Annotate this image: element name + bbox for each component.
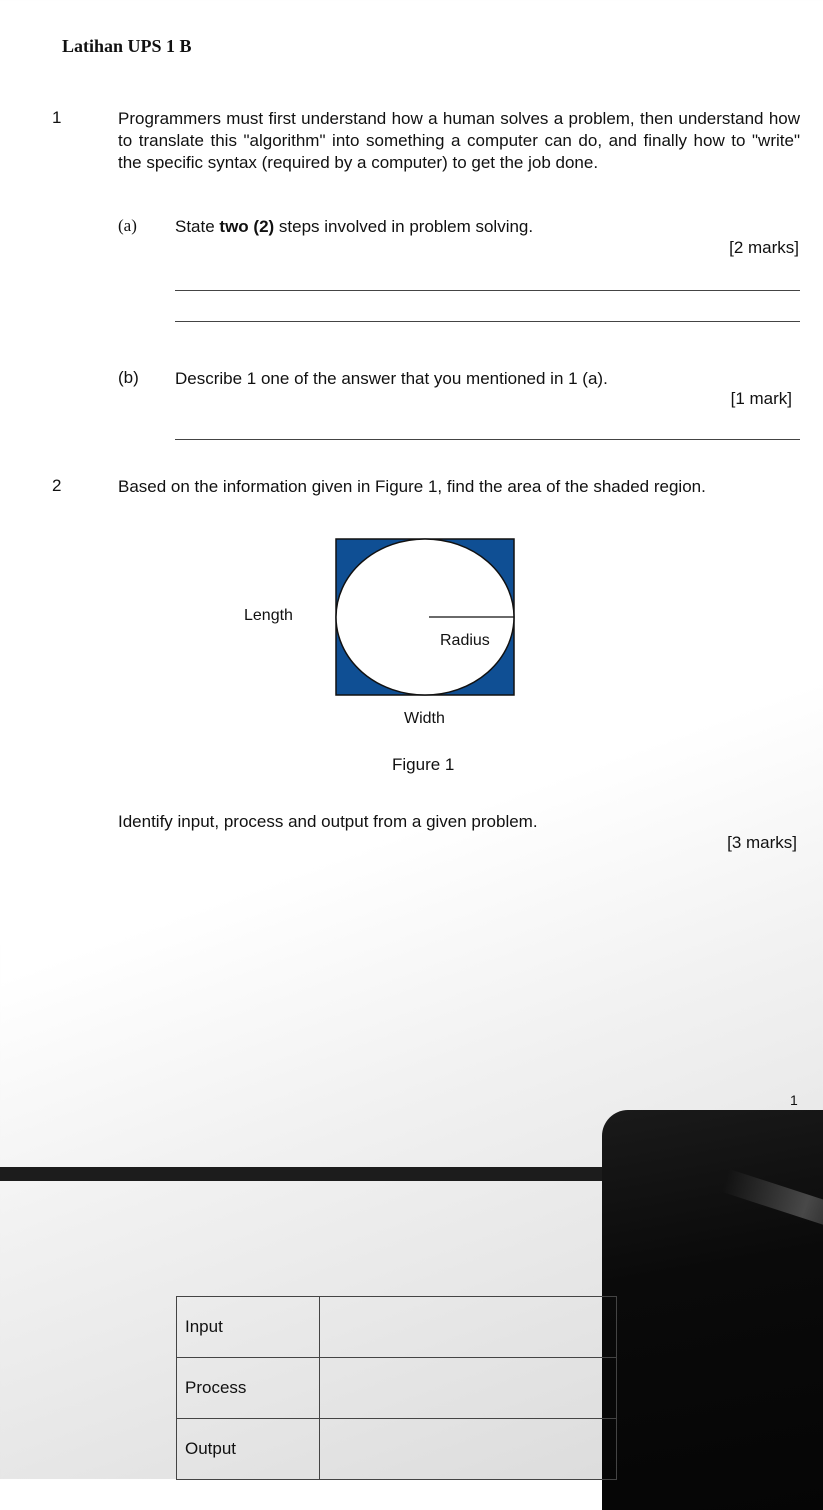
device-edge xyxy=(602,1110,823,1510)
answer-line xyxy=(175,439,800,440)
question-2-marks: [3 marks] xyxy=(727,833,797,852)
question-2-text: Based on the information given in Figure 1, find the area of the shaded region. xyxy=(118,477,706,496)
question-1a-text-bold: two (2) xyxy=(219,217,275,236)
input-answer-cell[interactable] xyxy=(320,1297,617,1358)
output-cell: Output xyxy=(177,1419,320,1480)
page-number: 1 xyxy=(790,1092,798,1108)
question-1b-marks: [1 mark] xyxy=(730,389,792,408)
question-1b-label: (b) xyxy=(118,368,139,387)
figure-caption: Figure 1 xyxy=(392,755,455,774)
question-1-number: 1 xyxy=(52,108,62,127)
ipo-table xyxy=(176,1296,617,1480)
process-cell: Process xyxy=(177,1358,320,1419)
question-1-text: Programmers must first understand how a human solves a problem, then understand how to translate this "algorithm" into something a computer can do, and finally how to "write" the specific syntax (required by a computer) to get the job done. xyxy=(118,109,800,172)
question-1a-marks: [2 marks] xyxy=(729,238,799,257)
answer-line xyxy=(175,321,800,322)
question-2-number: 2 xyxy=(52,476,62,495)
black-bar xyxy=(0,1167,620,1181)
length-label: Length xyxy=(244,607,293,624)
table-row xyxy=(177,1297,617,1358)
width-label: Width xyxy=(404,710,445,727)
question-1a-text xyxy=(175,216,533,238)
process-answer-cell[interactable] xyxy=(320,1358,617,1419)
input-cell: Input xyxy=(177,1297,320,1358)
table-row xyxy=(177,1358,617,1419)
question-2-instruction: Identify input, process and output from a given problem. xyxy=(118,812,538,831)
question-1b-text: Describe 1 one of the answer that you mentioned in 1 (a). xyxy=(175,369,608,388)
figure-1-diagram xyxy=(335,538,516,698)
output-answer-cell[interactable] xyxy=(320,1419,617,1480)
question-1a-label: (a) xyxy=(118,216,137,235)
table-row xyxy=(177,1419,617,1480)
glare xyxy=(722,1169,823,1235)
radius-label: Radius xyxy=(440,632,490,649)
question-1a-text-post: steps involved in problem solving. xyxy=(274,217,534,236)
answer-line xyxy=(175,290,800,291)
page-title: Latihan UPS 1 B xyxy=(62,36,192,56)
question-1a-text-pre: State xyxy=(175,217,220,236)
